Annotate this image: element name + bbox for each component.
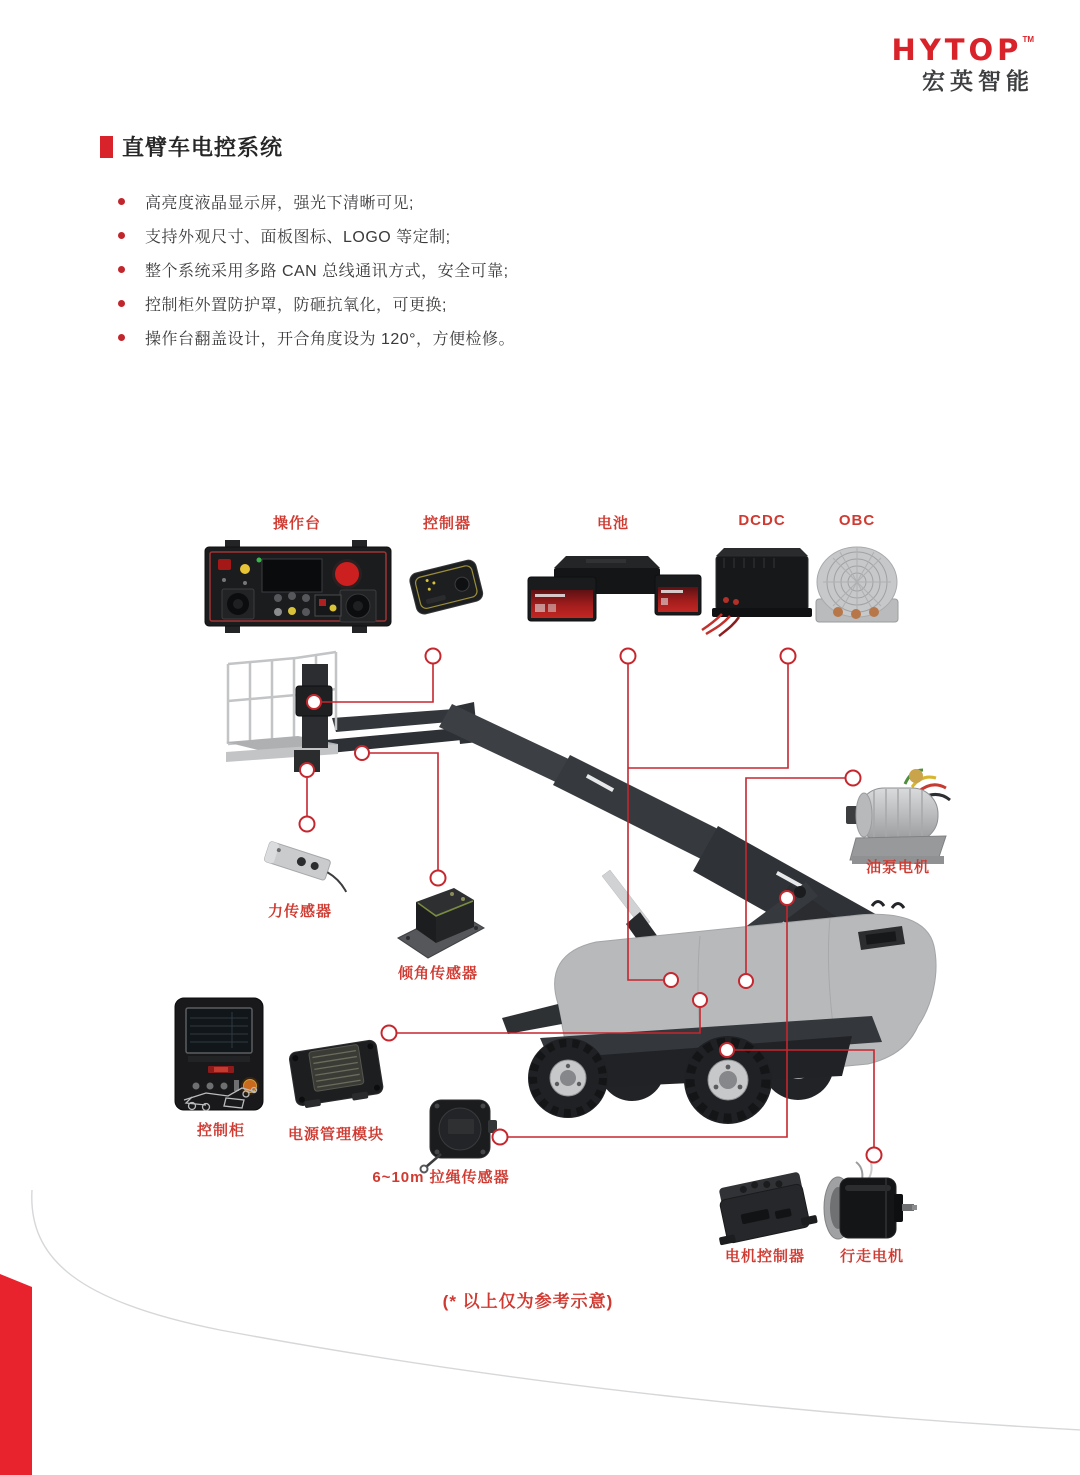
- connector-tilt-sensor: [370, 753, 438, 870]
- force-sensor-image: [263, 841, 354, 892]
- battery-image: [528, 556, 701, 621]
- connector-controller: [322, 663, 433, 702]
- anchor-travel-motor: [867, 1148, 882, 1163]
- brand-wordmark: HYTOP: [891, 33, 1023, 67]
- label-console: 操作台: [272, 515, 321, 532]
- power-module-image: [288, 1039, 384, 1109]
- reference-note: (* 以上仅为参考示意): [442, 1292, 614, 1311]
- point-body-battery: [664, 973, 678, 987]
- motor-controller-image: [709, 1170, 818, 1246]
- point-platform-console: [307, 695, 321, 709]
- label-force-sensor: 力传感器: [267, 903, 332, 920]
- point-body-lower: [693, 993, 707, 1007]
- brand-name-cn: 宏英智能: [922, 68, 1034, 94]
- anchor-battery-top: [621, 649, 636, 664]
- label-controller: 控制器: [422, 515, 471, 532]
- label-travel-motor: 行走电机: [839, 1248, 904, 1265]
- label-control-cabinet: 控制柜: [196, 1122, 245, 1139]
- anchor-power-module: [382, 1026, 397, 1041]
- trademark-symbol: TM: [1022, 35, 1034, 44]
- point-rear-axle: [720, 1043, 734, 1057]
- controller-image: [408, 558, 484, 615]
- feature-text: 支持外观尺寸、面板图标、LOGO 等定制;: [145, 228, 451, 246]
- tilt-sensor-image: [398, 888, 484, 958]
- label-motor-controller: 电机控制器: [724, 1248, 805, 1265]
- label-dcdc: DCDC: [738, 512, 786, 529]
- label-power-module: 电源管理模块: [287, 1126, 384, 1143]
- feature-text: 控制柜外置防护罩，防砸抗氧化，可更换;: [145, 296, 447, 314]
- feature-text: 操作台翻盖设计，开合角度设为 120°，方便检修。: [145, 330, 516, 348]
- corner-ribbon: [0, 1274, 32, 1475]
- label-battery: 电池: [596, 515, 629, 532]
- point-riser-arm: [780, 891, 794, 905]
- travel-motor-image: [824, 1160, 917, 1239]
- dcdc-image: [702, 548, 812, 636]
- label-oil-pump-motor: 油泵电机: [865, 859, 930, 876]
- obc-image: [816, 547, 898, 622]
- label-draw-wire-sensor: 6~10m 拉绳传感器: [372, 1169, 510, 1186]
- anchor-dcdc-top: [781, 649, 796, 664]
- anchor-tilt-sensor: [431, 871, 446, 886]
- point-platform-rotator: [300, 763, 314, 777]
- console-image: [205, 540, 391, 633]
- footer-decoration: [0, 1190, 1080, 1475]
- page-title: 直臂车电控系统: [122, 135, 284, 160]
- connector-dcdc: [628, 663, 788, 768]
- point-body-pump: [739, 974, 753, 988]
- oil-pump-motor-image: [846, 769, 950, 864]
- anchor-force-sensor: [300, 817, 315, 832]
- label-tilt-sensor: 倾角传感器: [397, 965, 478, 982]
- label-obc: OBC: [838, 512, 876, 529]
- anchor-oil-pump-motor: [846, 771, 861, 786]
- control-cabinet-image: [175, 998, 263, 1111]
- anchor-draw-wire-sensor: [493, 1130, 508, 1145]
- anchor-controller-top: [426, 649, 441, 664]
- feature-text: 整个系统采用多路 CAN 总线通讯方式，安全可靠;: [145, 262, 509, 280]
- point-jib-link: [355, 746, 369, 760]
- feature-text: 高亮度液晶显示屏，强光下清晰可见;: [145, 194, 414, 212]
